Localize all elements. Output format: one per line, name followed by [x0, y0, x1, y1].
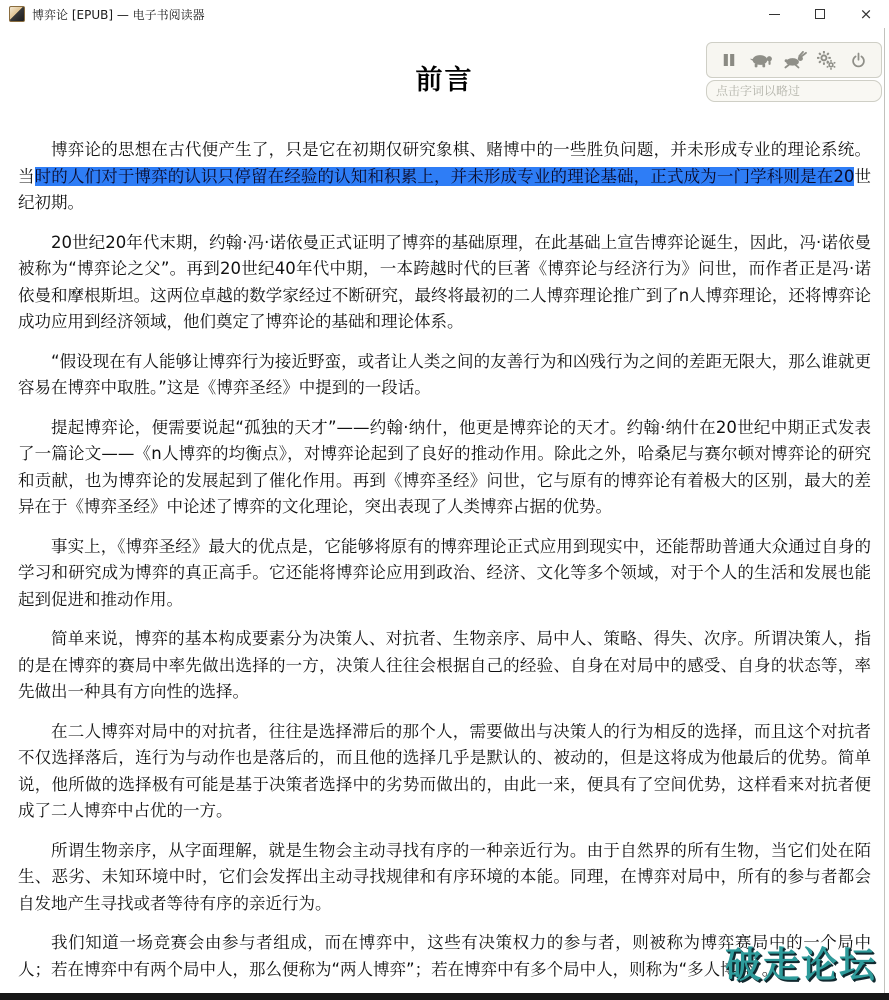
- paragraph-1-post: 世纪初期。: [18, 166, 871, 212]
- page-title: 前言: [415, 65, 474, 96]
- forum-watermark: 破走论坛: [724, 945, 877, 986]
- paragraph-1: [18, 137, 871, 217]
- paragraph-6: 简单来说，博弈的基本构成要素分为决策人、对抗者、生物亲序、局中人、策略、得失、次序。所谓决策人，指的是在博弈的赛局中率先做出选择的一方，决策人往往会根据自己的经验、自身在对局中的感受、自身的状态等，率先做出一种具有方向性的选择。: [18, 629, 871, 701]
- page-content: [0, 58, 889, 983]
- close-icon: ×: [859, 4, 873, 23]
- maximize-icon: [815, 9, 825, 19]
- window-controls: [751, 0, 889, 28]
- close-button[interactable]: [843, 0, 889, 28]
- paragraph-5: 事实上，《博弈圣经》最大的优点是，它能够将原有的博弈理论正式应用到现实中，还能帮助普通大众通过自身的学习和研究成为博弈的真正高手。它还能将博弈论应用到政治、经济、文化等多个领域，对于个人的生活和发展也能起到促进和推动作用。: [18, 536, 871, 609]
- highlighted-text[interactable]: 时的人们对于博弈的认识只停留在经验的认知和积累上，并未形成专业的理论基础，正式成为一门学科则是在20: [34, 166, 855, 186]
- bottom-bar: [0, 993, 889, 1000]
- window-title: 博弈论 [EPUB] — 电子书阅读器: [32, 7, 205, 22]
- paragraph-8: 所谓生物亲序，从字面理解，就是生物会主动寻找有序的一种亲近行为。由于自然界的所有生物，当它们处在陌生、恶劣、未知环境中时，它们会发挥出主动寻找规律和有序环境的本能。同理，在博弈对局中，所有的参与者都会自发地产生寻找或者等待有序的亲近行为。: [18, 840, 871, 913]
- app-icon: [9, 6, 25, 22]
- paragraph-9: 我们知道一场竞赛会由参与者组成，而在博弈中，这些有决策权力的参与者，则被称为博弈赛局中的一个局中人；若在博弈中有两个局中人，那么便称为“两人博弈”；若在博弈中有多个局中人，则称为“多人博弈”。: [18, 933, 871, 979]
- title-bar: [0, 0, 889, 28]
- paragraph-7: 在二人博弈对局中的对抗者，往往是选择滞后的那个人，需要做出与决策人的行为相反的选择，而且这个对抗者不仅选择落后，连行为与动作也是落后的，而且他的选择几乎是默认的、被动的，但是这将成为他最后的优势。简单说，他所做的选择极有可能是基于决策者选择中的劣势而做出的，由此一来，便具有了空间优势，这样看来对抗者便成了二人博弈中占优的一方。: [18, 721, 871, 820]
- paragraph-4: 提起博弈论，便需要说起“孤独的天才”——约翰·纳什，他更是博弈论的天才。约翰·纳什在20世纪中期正式发表了一篇论文——《n人博弈的均衡点》，对博弈论起到了良好的推动作用。除此之外，哈桑尼与赛尔顿对博弈论的研究和贡献，也为博弈论的发展起到了催化作用。再到《博弈圣经》问世，它与原有的博弈论有着极大的区别，最大的差异在于《博弈圣经》中论述了博弈的文化理论，突出表现了人类博弈占据的优势。: [18, 417, 871, 516]
- maximize-button[interactable]: [797, 0, 843, 28]
- paragraph-1-pre: 博弈论的思想在古代便产生了，只是它在初期仅研究象棋、赌博中的一些胜负问题，并未形成专业的理论系统。当: [18, 140, 871, 186]
- minimize-icon: [769, 14, 780, 15]
- minimize-button[interactable]: [751, 0, 797, 28]
- paragraph-3: “假设现在有人能够让博弈行为接近野蛮，或者让人类之间的友善行为和凶残行为之间的差距无限大，那么谁就更容易在博弈中取胜。”这是《博弈圣经》中提到的一段话。: [18, 351, 871, 397]
- paragraph-2: 20世纪20年代末期，约翰·冯·诺依曼正式证明了博弈的基础原理，在此基础上宣告博弈论诞生，因此，冯·诺依曼被称为“博弈论之父”。再到20世纪40年代中期，一本跨越时代的巨著《博弈论与经济行为》问世，而作者正是冯·诺依曼和摩根斯坦。这两位卓越的数学家经过不断研究，最终将最初的二人博弈理论推广到了n人博弈理论，还将博弈论成功应用到经济领域，他们奠定了博弈论的基础和理论体系。: [18, 232, 871, 331]
